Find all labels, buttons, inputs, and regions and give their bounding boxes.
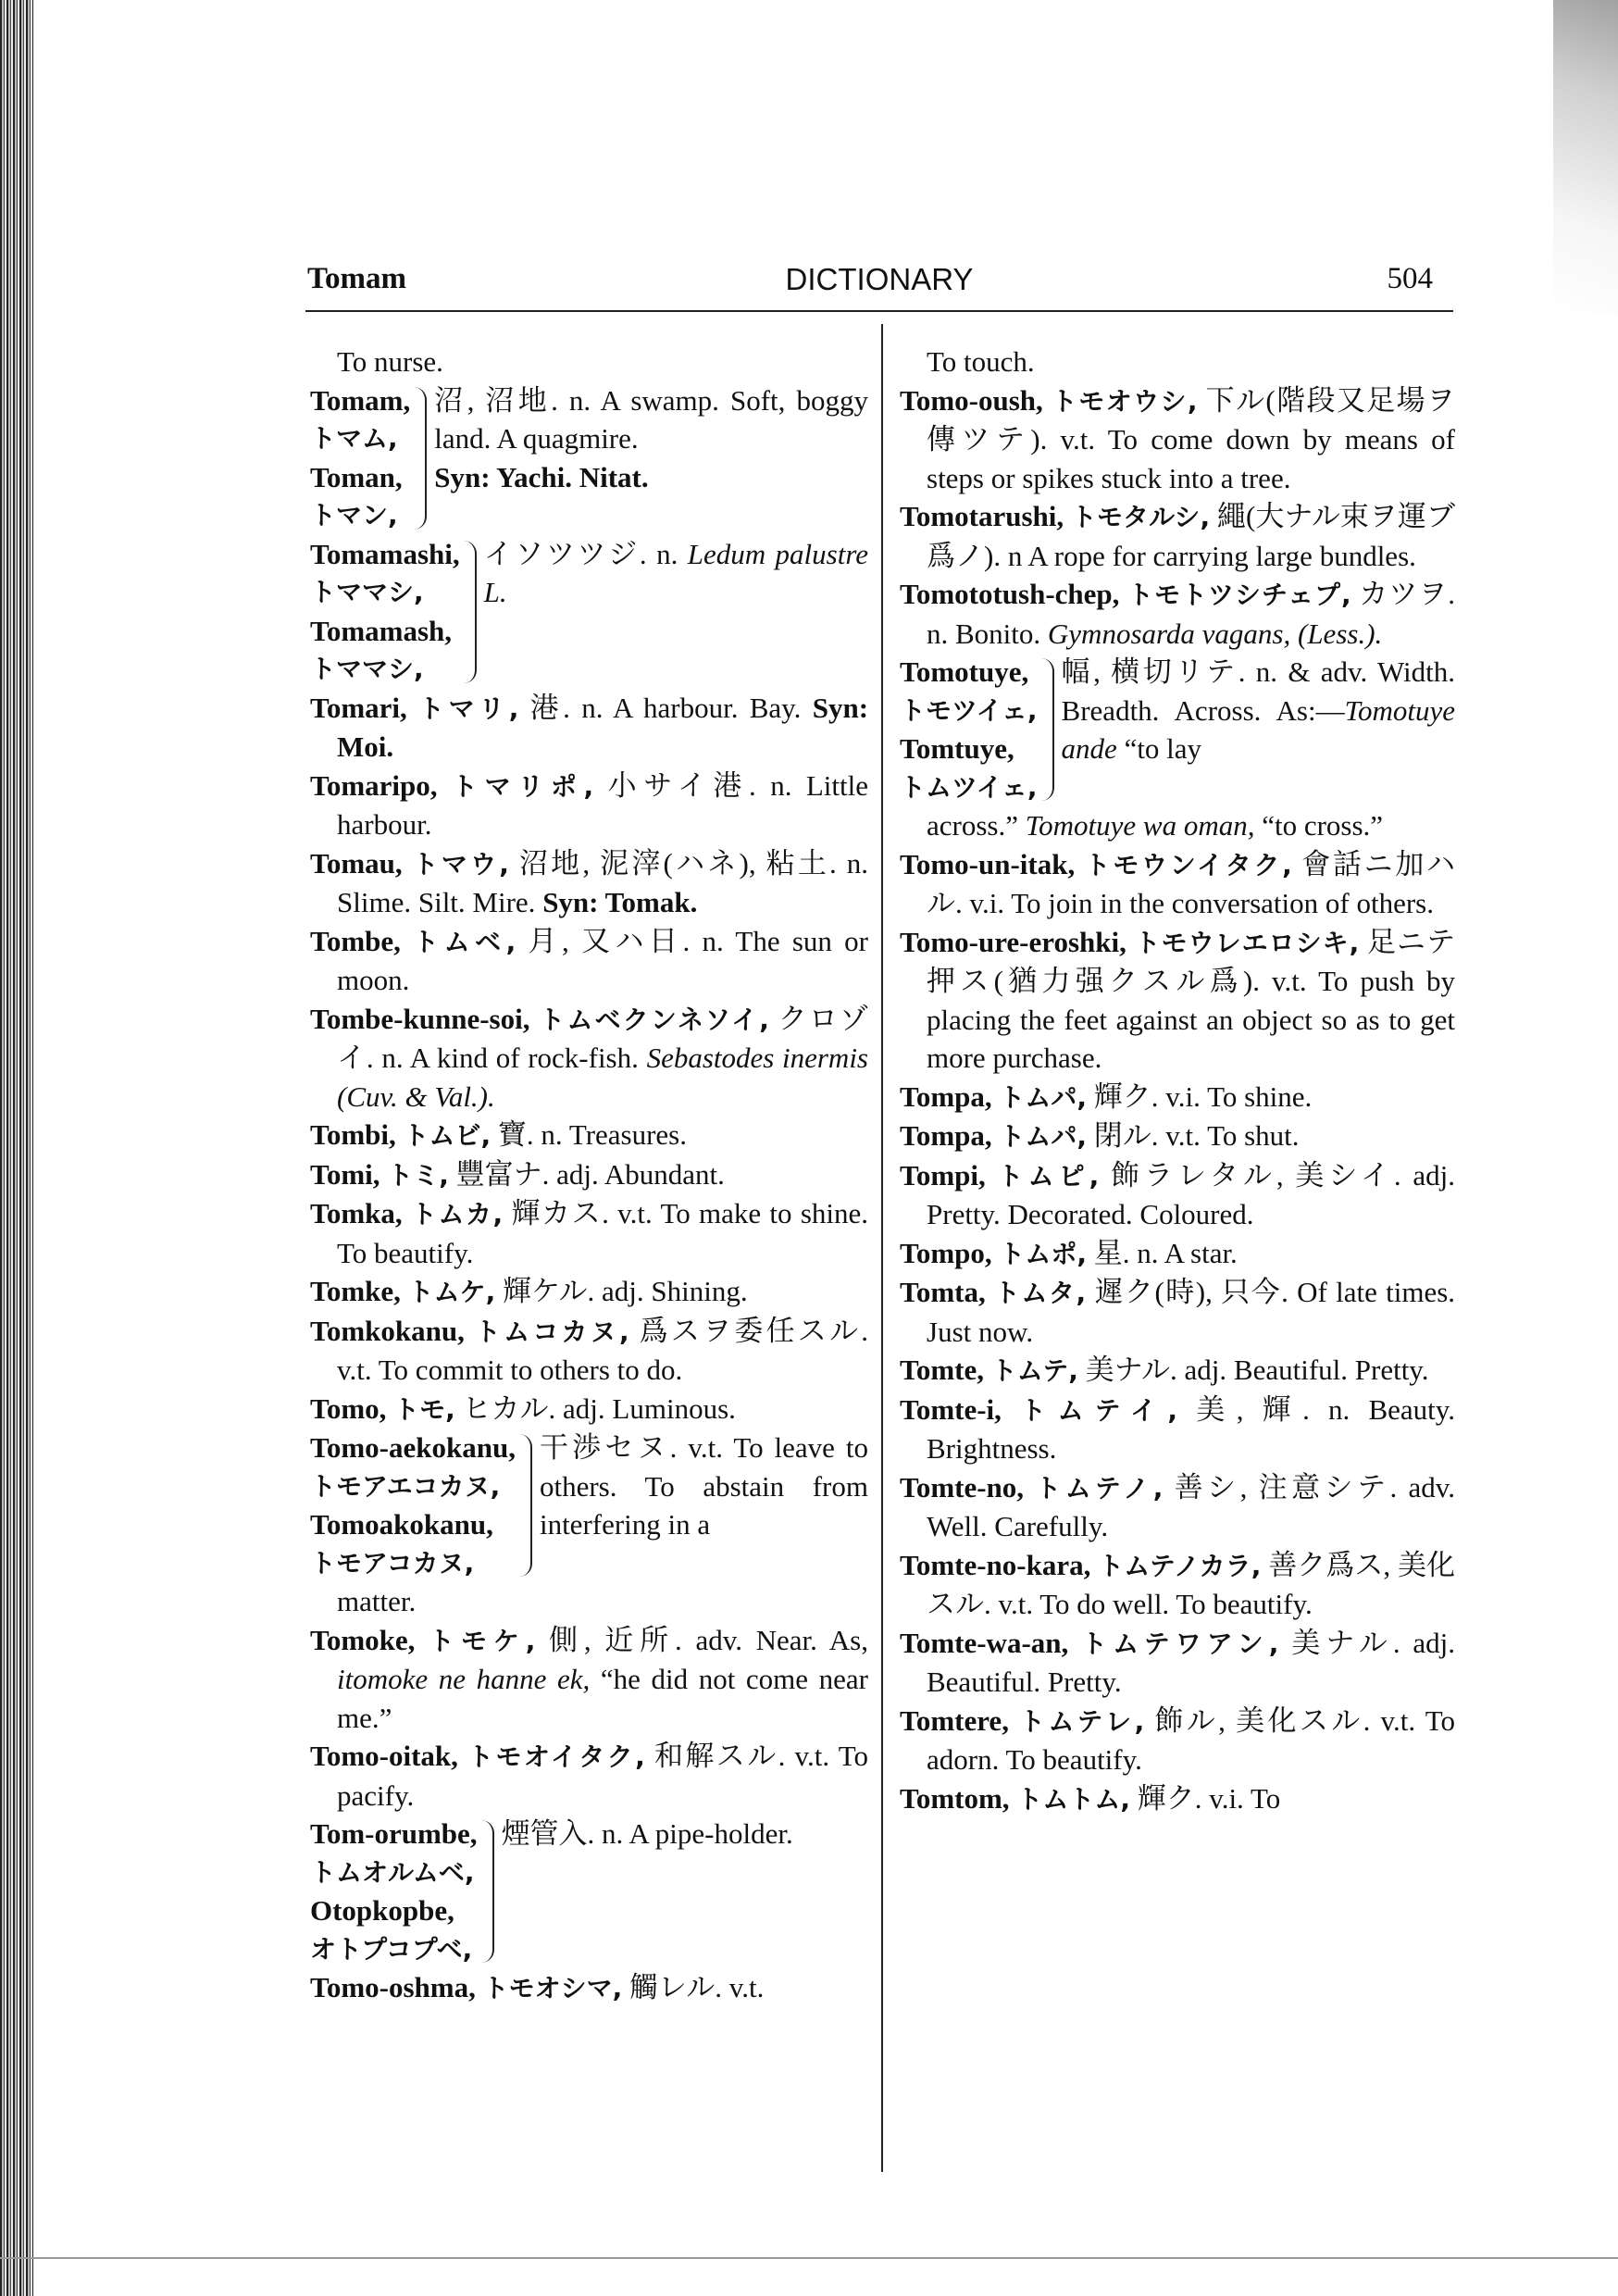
header-rule [305, 310, 1453, 312]
katakana-reading: トマウ, [412, 848, 509, 880]
katakana-reading: トマリポ, [451, 770, 594, 802]
katakana-reading: トムパ, [999, 1121, 1088, 1152]
katakana-reading: トマム, [310, 423, 398, 454]
grouping-brace [481, 1820, 494, 1963]
headword: Tomkokanu, [310, 1314, 465, 1347]
katakana-reading: トムタ, [994, 1278, 1087, 1308]
group-definition [1062, 653, 1455, 806]
headword-group [900, 653, 1038, 806]
definition: 遲ク(時), 只今. Of late times. Just now. [927, 1276, 1456, 1348]
katakana-reading: トミ, [387, 1159, 449, 1191]
definition: 小サイ港. n. Little harbour. [337, 768, 869, 841]
headword: Tomi, [310, 1157, 380, 1191]
katakana-reading: トムテノカラ, [1098, 1550, 1262, 1581]
dictionary-entry [310, 1116, 868, 1155]
definition: クロゾイ. n. A kind of rock-fish. [337, 1002, 869, 1074]
dictionary-entry [900, 1273, 1455, 1351]
katakana-reading: トムポ, [999, 1238, 1088, 1269]
katakana-reading: トモウンイタク, [1084, 849, 1292, 880]
headword: Tomoke, [310, 1623, 416, 1656]
katakana-reading: トモ, [393, 1393, 455, 1425]
definition: 觸レル. v.t. [629, 1971, 765, 2003]
definition: 月, 又ハ日. n. The sun or moon. [337, 924, 869, 996]
definition: カツヲ. n. Bonito. [927, 578, 1455, 650]
dictionary-entry [900, 1078, 1455, 1117]
definition: 繩(大ナル束ヲ運ブ爲ノ). n A rope for carrying large bundles. [927, 500, 1456, 572]
definition: ヒカル. adj. Luminous. [462, 1391, 736, 1425]
headword: Tomo-ure-eroshki, [900, 925, 1126, 958]
grouped-entry [310, 381, 868, 535]
grouping-brace [1041, 658, 1054, 801]
headword: Tomte-i, [900, 1392, 1002, 1426]
headword: Tomamashi, [310, 537, 460, 570]
definition-japanese: イソツツジ. [483, 537, 647, 570]
page-corner-shadow [1553, 0, 1618, 315]
definition: 干渉セヌ. v.t. To leave to others. To abstain from interfering in a [539, 1431, 868, 1541]
page-header [307, 262, 1451, 299]
dictionary-entry [900, 1779, 1455, 1819]
entry-text: across.” [927, 809, 1026, 842]
entry-text: To nurse. [337, 345, 443, 378]
headword-group [310, 535, 460, 689]
headword: Tomke, [310, 1275, 401, 1307]
dictionary-entry [900, 845, 1455, 923]
katakana-reading: トムピ, [997, 1160, 1100, 1192]
definition: 會話ニ加ハル. v.i. To join in the conversation of others. [927, 847, 1456, 919]
entry-text: matter. [337, 1585, 417, 1617]
group-definition [484, 535, 868, 689]
katakana-reading: トモアエコカヌ, [310, 1470, 501, 1502]
group-definition [502, 1815, 868, 1968]
katakana-reading: トムテイ, [1020, 1394, 1178, 1426]
running-title: DICTIONARY [785, 262, 974, 296]
headword: Otopkopbe, [310, 1894, 454, 1927]
dictionary-entry [900, 497, 1455, 575]
katakana-reading: トママシ, [310, 654, 424, 684]
headword: Tomte-no, [900, 1470, 1025, 1504]
katakana-reading: トムベ, [413, 926, 517, 957]
definition: 輝ク. v.i. To [1137, 1781, 1281, 1815]
headword: Tomamash, [310, 614, 453, 647]
dictionary-entry [310, 767, 868, 844]
katakana-reading: トムビ, [403, 1120, 492, 1151]
dictionary-entry [310, 1272, 868, 1312]
definition: 美ナル. adj. Beautiful. Pretty. [1085, 1354, 1429, 1386]
entry-continuation [310, 343, 868, 381]
headword: Tomte, [900, 1354, 984, 1386]
headword: Tomaripo, [310, 768, 438, 802]
headword-group [310, 1429, 516, 1582]
definition: 輝ク. v.i. To shine. [1093, 1079, 1313, 1113]
headword-group [310, 1815, 478, 1968]
headword: Tomo-oitak, [310, 1740, 458, 1772]
book-binding-edge [0, 0, 33, 2296]
definition: 寶. n. Treasures. [497, 1118, 687, 1151]
katakana-reading: トモオウシ, [1051, 385, 1198, 417]
entry-continuation [310, 1582, 868, 1621]
headword: Tompi, [900, 1158, 986, 1192]
definition: 星. n. A star. [1093, 1236, 1238, 1269]
headword: Tomtere, [900, 1703, 1009, 1737]
katakana-reading: トモオイタク, [467, 1741, 645, 1772]
headword: Tomte-no-kara, [900, 1548, 1091, 1581]
grouped-entry [900, 653, 1455, 806]
katakana-reading: トモトツシチェプ, [1127, 580, 1351, 610]
group-definition [434, 381, 868, 535]
katakana-reading: トモタルシ, [1070, 502, 1211, 532]
grouped-entry [310, 1815, 868, 1968]
headword: Tomam, [310, 383, 411, 417]
entry-continuation [900, 806, 1455, 845]
katakana-reading: トムケ, [407, 1277, 496, 1307]
headword-group [310, 381, 410, 535]
dictionary-entry [900, 1624, 1455, 1702]
definition: 煙管入. n. A pipe-holder. [501, 1817, 793, 1850]
dictionary-entry [900, 1117, 1455, 1156]
definition-italic: Gymnosarda vagans, (Less.). [1047, 617, 1383, 650]
dictionary-entry [900, 1468, 1455, 1546]
katakana-reading: トムテ, [990, 1355, 1078, 1386]
dictionary-entry [310, 689, 868, 767]
dictionary-entry [310, 1194, 868, 1272]
headword: Tomotuye, [900, 655, 1029, 688]
definition: 和解スル. v.t. To pacify. [337, 1740, 869, 1812]
dictionary-entry [310, 1390, 868, 1429]
page-number: 504 [1387, 262, 1433, 295]
definition: 輝ケル. adj. Shining. [503, 1275, 748, 1307]
katakana-reading: トモオシマ, [482, 1973, 623, 2003]
right-column [900, 343, 1455, 1818]
definition: 沼地, 泥滓(ハネ), 粘土. n. Slime. Silt. Mire. [337, 846, 869, 918]
katakana-reading: トマン, [310, 500, 398, 530]
headword: Tomototush-chep, [900, 578, 1120, 610]
headword: Tomo-oush, [900, 383, 1043, 417]
headword: Tomo-un-itak, [900, 847, 1076, 880]
headword: Tomau, [310, 846, 403, 880]
headword: Tomtom, [900, 1781, 1010, 1815]
headword: Tombe-kunne-soi, [310, 1002, 530, 1035]
dictionary-entry [310, 844, 868, 922]
katakana-reading: トムパ, [999, 1081, 1088, 1113]
dictionary-entry [900, 381, 1455, 498]
grouped-entry [310, 1429, 868, 1582]
headword: Tomtuye, [900, 732, 1014, 765]
entry-text: To touch. [927, 345, 1035, 378]
headword: Tompo, [900, 1236, 992, 1269]
definition: 下ル(階段又足場ヲ傳ツテ). v.t. To come down by means of steps or spikes stuck into a tree. [927, 383, 1456, 494]
headword: Toman, [310, 460, 403, 493]
left-column [310, 343, 868, 2008]
scan-bottom-edge [0, 2257, 1618, 2259]
headword: Tombi, [310, 1118, 396, 1151]
dictionary-entry [310, 1155, 868, 1195]
dictionary-entry [900, 1156, 1455, 1234]
katakana-reading: トモウレエロシキ, [1134, 927, 1360, 958]
entry-continuation [900, 343, 1455, 381]
dictionary-entry [900, 1391, 1455, 1468]
entry-italic: Tomotuye wa oman, [1025, 809, 1255, 842]
definition: 飾ル, 美化スル. v.t. To adorn. To beautify. [927, 1703, 1456, 1776]
definition: 美ナル. adj. Beautiful. Pretty. [927, 1626, 1456, 1698]
definition: 豐富ナ. adj. Abundant. [455, 1157, 725, 1191]
entry-text: “to cross.” [1254, 809, 1384, 842]
grouping-brace [464, 541, 477, 683]
definition: 閉ル. v.t. To shut. [1093, 1119, 1300, 1152]
dictionary-entry [310, 1621, 868, 1738]
dictionary-entry [310, 1312, 868, 1390]
headword: Tompa, [900, 1119, 992, 1152]
group-definition [540, 1429, 868, 1582]
synonym: Syn: Yachi. Nitat. [434, 460, 649, 493]
katakana-reading: トムベクンネソイ, [539, 1004, 769, 1035]
synonym: Syn: Moi. [337, 691, 869, 763]
definition: 美, 輝. n. Beauty. Brightness. [927, 1392, 1456, 1465]
katakana-reading: トムテノ, [1035, 1472, 1164, 1504]
definition: 港. n. A harbour. Bay. [529, 691, 813, 724]
katakana-reading: トムツイェ, [900, 771, 1038, 803]
definition-italic: Ledum palustre L. [483, 537, 869, 608]
dictionary-entry [900, 1234, 1455, 1274]
katakana-reading: トモケ, [429, 1625, 536, 1656]
definition: 善シ, 注意シテ. adv. Well. Carefully. [927, 1470, 1456, 1542]
dictionary-entry [900, 575, 1455, 653]
dictionary-entry [310, 1737, 868, 1815]
katakana-reading: トムテワアン, [1081, 1628, 1279, 1659]
katakana-reading: オトプコプベ, [310, 1933, 473, 1965]
katakana-reading: トモツイェ, [900, 694, 1038, 726]
definition-italic: Tomotuye ande [1061, 693, 1455, 765]
headword: Tomotarushi, [900, 500, 1064, 532]
definition: “he did not come near me.” [337, 1663, 869, 1734]
headword: Tom-orumbe, [310, 1817, 478, 1850]
katakana-reading: トムオルムベ, [310, 1856, 475, 1888]
katakana-reading: トムトム, [1016, 1783, 1130, 1815]
headword: Tomo-oshma, [310, 1971, 476, 2003]
definition: 飾ラレタル, 美シイ. adj. Pretty. Decorated. Coloured. [927, 1158, 1456, 1230]
headword: Tombe, [310, 924, 401, 957]
grouping-brace [519, 1434, 532, 1577]
headword: Tomte-wa-an, [900, 1626, 1069, 1659]
definition: 側, 近所. adv. Near. As, [549, 1623, 868, 1656]
dictionary-entry [310, 1000, 868, 1117]
running-headword: Tomam [307, 262, 406, 295]
headword: Tomka, [310, 1197, 403, 1229]
definition: 輝カス. v.t. To make to shine. To beautify. [337, 1197, 869, 1269]
katakana-reading: トムコカヌ, [474, 1316, 629, 1347]
synonym: Syn: Tomak. [542, 886, 698, 918]
headword: Tomo, [310, 1391, 387, 1425]
dictionary-entry [310, 922, 868, 1000]
headword: Tomta, [900, 1276, 986, 1308]
definition: 沼, 沼地. n. A swamp. Soft, boggy land. A quagmire. [434, 383, 868, 455]
grouping-brace [414, 387, 427, 530]
headword: Tomoakokanu, [310, 1508, 493, 1541]
dictionary-entry [900, 1702, 1455, 1779]
headword: Tompa, [900, 1079, 992, 1113]
katakana-reading: トママシ, [310, 577, 424, 607]
dictionary-entry [900, 923, 1455, 1078]
katakana-reading: トマリ, [418, 693, 519, 724]
dictionary-entry [900, 1546, 1455, 1624]
column-divider [881, 324, 883, 2172]
definition: 爲スヲ委任スル. v.t. To commit to others to do. [337, 1314, 869, 1386]
katakana-reading: トモアコカヌ, [310, 1547, 475, 1578]
katakana-reading: トムカ, [410, 1199, 504, 1229]
dictionary-entry [900, 1351, 1455, 1391]
definition: 足ニテ押ス(猶力强クスル爲). v.t. To push by placing the feet against an object so as to get more purchase. [927, 925, 1456, 1074]
headword: Tomari, [310, 691, 407, 724]
definition: 幅, 横切リテ. n. & adv. Width. Breadth. Across. As:— [1061, 655, 1455, 727]
definition-italic: itomoke ne hanne ek, [337, 1663, 591, 1695]
grouped-entry [310, 535, 868, 689]
definition: “to lay [1116, 732, 1202, 765]
definition: n. [646, 537, 688, 570]
dictionary-entry [310, 1968, 868, 2008]
definition: 善ク爲ス, 美化スル. v.t. To do well. To beautify. [927, 1548, 1456, 1620]
headword: Tomo-aekokanu, [310, 1431, 516, 1464]
definition-italic: Sebastodes inermis (Cuv. & Val.). [337, 1042, 868, 1113]
katakana-reading: トムテレ, [1019, 1705, 1145, 1737]
